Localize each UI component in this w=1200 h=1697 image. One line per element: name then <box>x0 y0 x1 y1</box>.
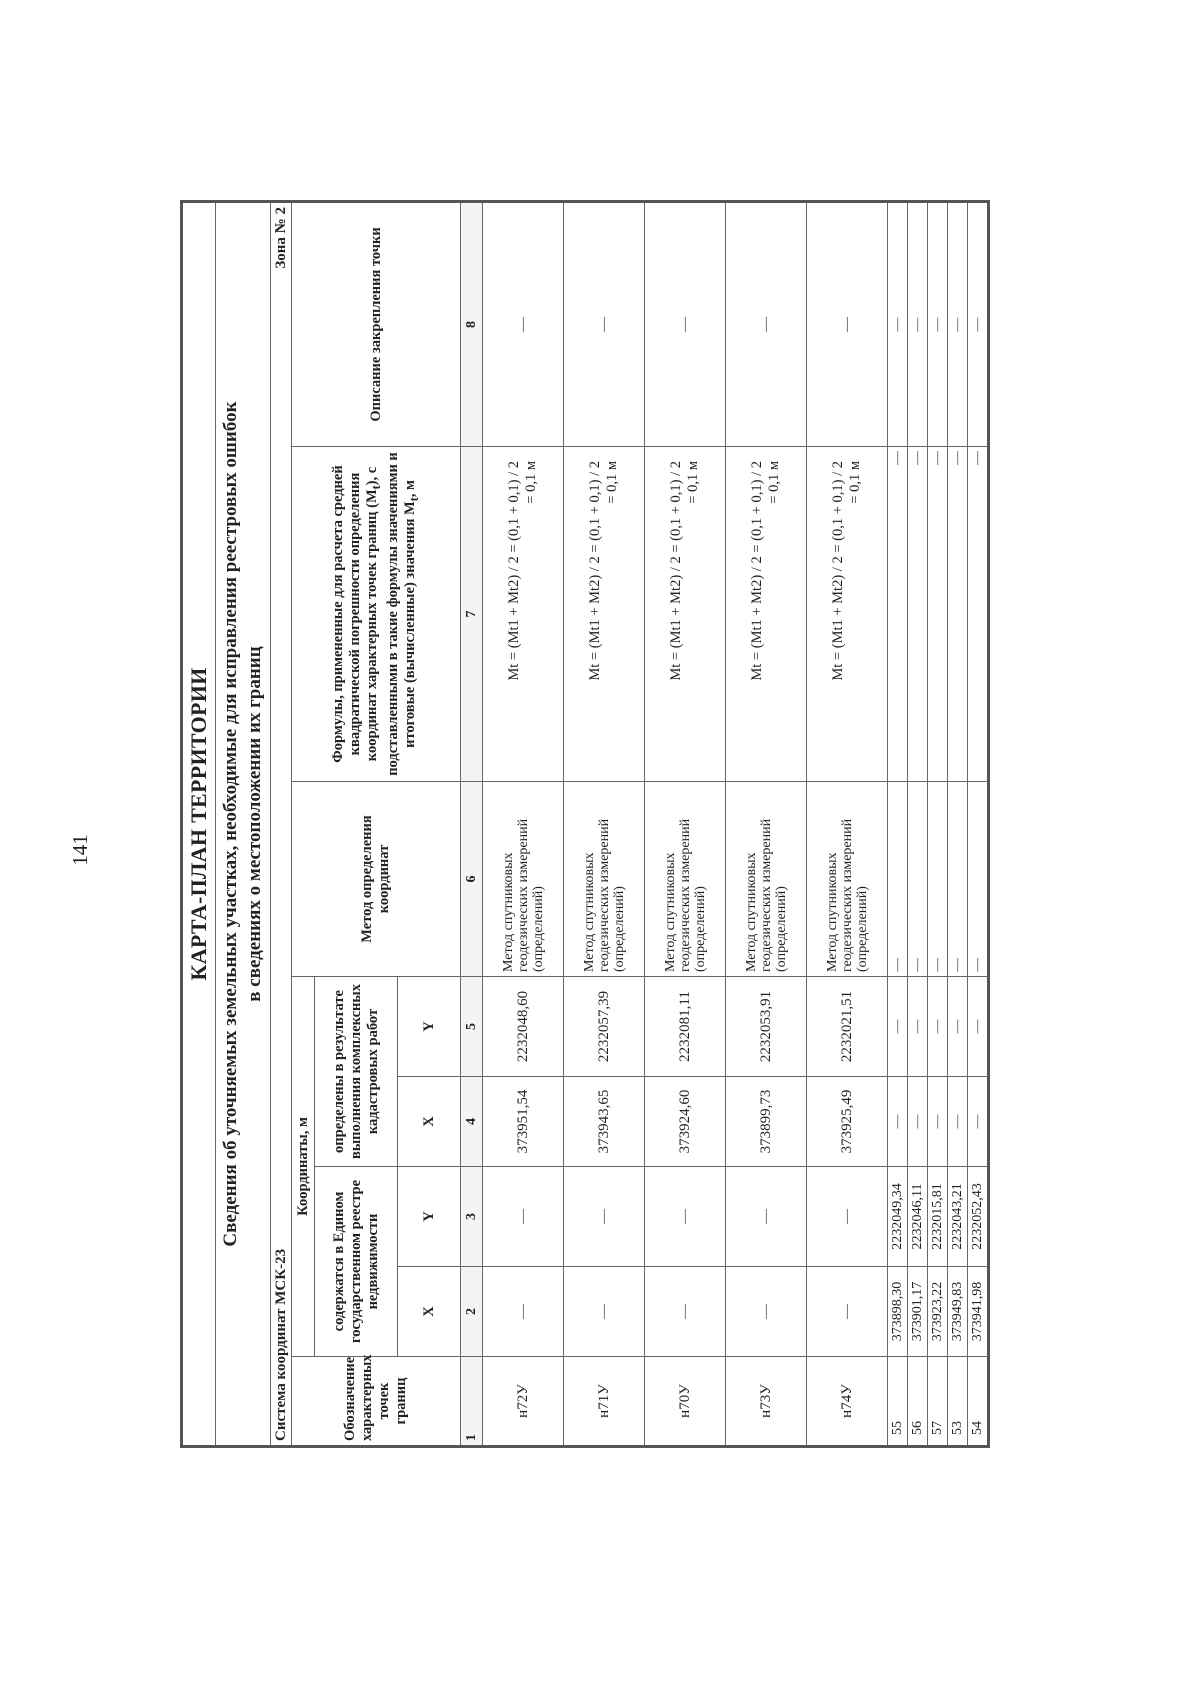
header-egrn: содержатся в Едином государственном реестре недвижимости <box>315 1167 398 1357</box>
point-id: н71У <box>564 1357 645 1447</box>
point-id: 56 <box>908 1357 928 1447</box>
x-egrn: 373901,17 <box>908 1267 928 1357</box>
document-title: КАРТА-ПЛАН ТЕРРИТОРИИ <box>182 201 216 1446</box>
header-x-kkr: X <box>398 1077 461 1167</box>
point-description: — <box>888 201 908 446</box>
header-y-egrn: Y <box>398 1167 461 1267</box>
col-number: 3 <box>461 1167 483 1267</box>
point-description: — <box>483 201 564 446</box>
y-kkr: 2232053,91 <box>726 977 807 1077</box>
col-number: 5 <box>461 977 483 1077</box>
y-egrn: 2232015,81 <box>928 1167 948 1267</box>
y-egrn: — <box>645 1167 726 1267</box>
formula: Mt = (Mt1 + Mt2) / 2 = (0,1 + 0,1) / 2 = 0,1 м <box>726 447 807 782</box>
y-kkr: 2232021,51 <box>807 977 888 1077</box>
point-id: 55 <box>888 1357 908 1447</box>
x-egrn: — <box>483 1267 564 1357</box>
x-kkr: 373943,65 <box>564 1077 645 1167</box>
y-egrn: 2232052,43 <box>968 1167 989 1267</box>
point-description: — <box>726 201 807 446</box>
x-kkr: 373925,49 <box>807 1077 888 1167</box>
col-number: 6 <box>461 782 483 977</box>
col-number: 8 <box>461 201 483 446</box>
rotated-page-content <box>180 203 1200 1448</box>
y-egrn: — <box>726 1167 807 1267</box>
header-x-egrn: X <box>398 1267 461 1357</box>
x-egrn: 373923,22 <box>928 1267 948 1357</box>
x-kkr: — <box>908 1077 928 1167</box>
header-kkr: определены в результате выполнения комплексных кадастровых работ <box>315 977 398 1167</box>
x-kkr: — <box>948 1077 968 1167</box>
method: Метод спутниковых геодезических измерений (определений) <box>726 782 807 977</box>
method: — <box>888 782 908 977</box>
method: Метод спутниковых геодезических измерений (определений) <box>807 782 888 977</box>
point-description: — <box>807 201 888 446</box>
page-number: 141 <box>68 834 92 866</box>
point-id: 53 <box>948 1357 968 1447</box>
y-kkr: 2232048,60 <box>483 977 564 1077</box>
point-description: — <box>564 201 645 446</box>
y-kkr: — <box>888 977 908 1077</box>
column-numbers-row <box>461 201 483 1446</box>
header-point-designation: Обозначение характерных точек границ <box>292 1357 461 1447</box>
x-egrn: 373941,98 <box>968 1267 989 1357</box>
point-description: — <box>968 201 989 446</box>
point-description: — <box>908 201 928 446</box>
x-egrn: — <box>564 1267 645 1357</box>
document-subtitle <box>216 201 271 1446</box>
y-egrn: — <box>807 1167 888 1267</box>
x-kkr: 373899,73 <box>726 1077 807 1167</box>
x-kkr: — <box>968 1077 989 1167</box>
formula: — <box>888 447 908 782</box>
table-row <box>564 201 645 1446</box>
table-row <box>908 201 928 1446</box>
x-kkr: 373924,60 <box>645 1077 726 1167</box>
formula: Mt = (Mt1 + Mt2) / 2 = (0,1 + 0,1) / 2 = 0,1 м <box>564 447 645 782</box>
point-id: н73У <box>726 1357 807 1447</box>
x-egrn: 373949,83 <box>948 1267 968 1357</box>
y-kkr: — <box>948 977 968 1077</box>
method: — <box>928 782 948 977</box>
table-row <box>726 201 807 1446</box>
point-description: — <box>645 201 726 446</box>
point-description: — <box>948 201 968 446</box>
y-kkr: — <box>968 977 989 1077</box>
coordinates-table <box>180 200 990 1448</box>
col-number: 7 <box>461 447 483 782</box>
x-egrn: — <box>807 1267 888 1357</box>
y-egrn: 2232046,11 <box>908 1167 928 1267</box>
subtitle-line-2: в сведениях о местоположении их границ <box>244 646 265 1002</box>
table-row <box>807 201 888 1446</box>
x-kkr: — <box>888 1077 908 1167</box>
point-id: н70У <box>645 1357 726 1447</box>
header-y-kkr: Y <box>398 977 461 1077</box>
y-egrn: — <box>483 1167 564 1267</box>
formula: Mt = (Mt1 + Mt2) / 2 = (0,1 + 0,1) / 2 = 0,1 м <box>807 447 888 782</box>
x-egrn: — <box>645 1267 726 1357</box>
x-kkr: — <box>928 1077 948 1167</box>
y-egrn: — <box>564 1167 645 1267</box>
y-kkr: — <box>928 977 948 1077</box>
coordinate-system-label: Система координат МСК-23 <box>271 447 292 1447</box>
point-id: 57 <box>928 1357 948 1447</box>
method: — <box>908 782 928 977</box>
point-id: н74У <box>807 1357 888 1447</box>
table-row <box>928 201 948 1446</box>
header-description: Описание закрепления точки <box>292 201 461 446</box>
table-row <box>888 201 908 1446</box>
formula: — <box>908 447 928 782</box>
col-number: 2 <box>461 1267 483 1357</box>
x-kkr: 373951,54 <box>483 1077 564 1167</box>
table-row <box>948 201 968 1446</box>
formula: Mt = (Mt1 + Mt2) / 2 = (0,1 + 0,1) / 2 = 0,1 м <box>483 447 564 782</box>
header-formula: Формулы, примененные для расчета средней квадратической погрешности определения координат характерных точек границ $(M_t)$, с подставленными в такие формулы значениями и итоговые (вычисленные) значения $M_t$, м <box>292 447 461 782</box>
method: Метод спутниковых геодезических измерений (определений) <box>483 782 564 977</box>
formula: — <box>928 447 948 782</box>
y-egrn: 2232049,34 <box>888 1167 908 1267</box>
y-kkr: 2232057,39 <box>564 977 645 1077</box>
y-kkr: 2232081,11 <box>645 977 726 1077</box>
col-number: 1 <box>461 1357 483 1447</box>
method: Метод спутниковых геодезических измерений (определений) <box>564 782 645 977</box>
point-id: 54 <box>968 1357 989 1447</box>
formula: — <box>968 447 989 782</box>
formula: Mt = (Mt1 + Mt2) / 2 = (0,1 + 0,1) / 2 = 0,1 м <box>645 447 726 782</box>
table-row <box>645 201 726 1446</box>
y-kkr: — <box>908 977 928 1077</box>
x-egrn: 373898,30 <box>888 1267 908 1357</box>
zone-label: Зона № 2 <box>271 201 292 446</box>
x-egrn: — <box>726 1267 807 1357</box>
point-id: н72У <box>483 1357 564 1447</box>
method: — <box>968 782 989 977</box>
header-coordinates: Координаты, м <box>292 977 315 1357</box>
formula: — <box>948 447 968 782</box>
header-method: Метод определения координат <box>292 782 461 977</box>
table-row <box>968 201 989 1446</box>
table-row <box>483 201 564 1446</box>
method: — <box>948 782 968 977</box>
method: Метод спутниковых геодезических измерений (определений) <box>645 782 726 977</box>
subtitle-line-1: Сведения об уточняемых земельных участках, необходимые для исправления реестровых ошибок <box>220 401 241 1247</box>
y-egrn: 2232043,21 <box>948 1167 968 1267</box>
point-description: — <box>928 201 948 446</box>
col-number: 4 <box>461 1077 483 1167</box>
